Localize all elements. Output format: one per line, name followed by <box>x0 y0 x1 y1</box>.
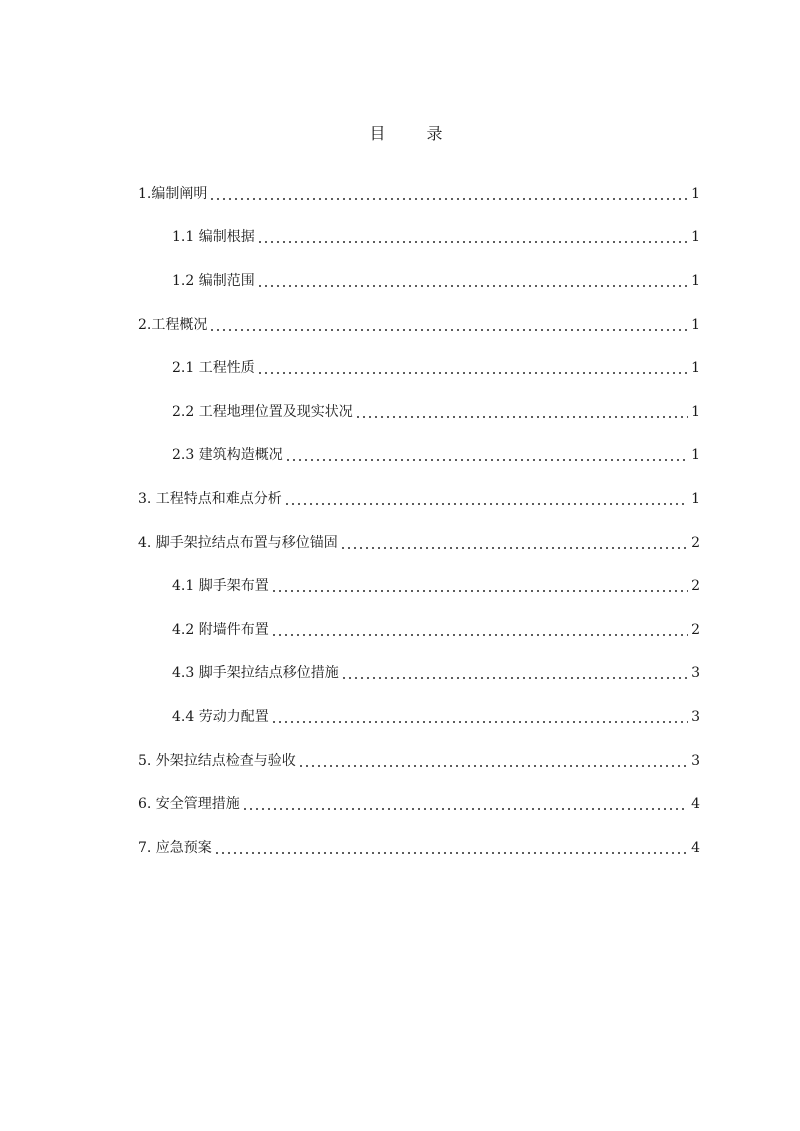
toc-entry-label: 3. 工程特点和难点分析 <box>138 490 282 507</box>
toc-entry[interactable] <box>138 172 700 216</box>
toc-entry-label: 2.2 工程地理位置及现实状况 <box>172 403 353 420</box>
toc-dot-leader <box>209 316 688 334</box>
toc-page-number: 1 <box>691 403 700 420</box>
toc-entry-label: 4. 脚手架拉结点布置与移位锚固 <box>138 534 338 551</box>
toc-list <box>138 172 700 870</box>
toc-dot-leader <box>355 403 688 421</box>
toc-entry-label: 2.工程概况 <box>138 316 208 333</box>
toc-page-number: 1 <box>691 185 700 202</box>
toc-dot-leader <box>285 446 688 464</box>
toc-dot-leader <box>284 490 688 508</box>
toc-dot-leader <box>209 185 688 203</box>
toc-title: 目 录 <box>369 124 461 143</box>
toc-page-number: 1 <box>691 490 700 507</box>
toc-entry-label: 4.1 脚手架布置 <box>172 578 269 595</box>
toc-dot-leader <box>271 708 688 726</box>
toc-entry[interactable] <box>138 259 700 303</box>
toc-entry[interactable] <box>138 390 700 434</box>
toc-page-number: 1 <box>691 272 700 289</box>
toc-entry-label: 4.3 脚手架拉结点移位措施 <box>172 665 339 682</box>
toc-page-number: 2 <box>691 578 700 595</box>
toc-entry-label: 4.2 附墙件布置 <box>172 621 269 638</box>
toc-dot-leader <box>298 752 688 770</box>
toc-entry[interactable] <box>138 434 700 478</box>
toc-dot-leader <box>271 621 688 639</box>
toc-page-number: 1 <box>691 229 700 246</box>
toc-entry[interactable] <box>138 695 700 739</box>
toc-dot-leader <box>257 228 688 246</box>
toc-page-number: 2 <box>691 534 700 551</box>
toc-dot-leader <box>340 534 688 552</box>
toc-entry-label: 7. 应急预案 <box>138 839 212 856</box>
toc-entry[interactable] <box>138 739 700 783</box>
toc-entry-label: 5. 外架拉结点检查与验收 <box>138 752 296 769</box>
toc-entry-label: 2.1 工程性质 <box>172 360 255 377</box>
toc-entry-label: 1.1 编制根据 <box>172 229 255 246</box>
toc-dot-leader <box>242 795 688 813</box>
toc-entry[interactable] <box>138 826 700 870</box>
toc-entry[interactable] <box>138 652 700 696</box>
toc-entry[interactable] <box>138 346 700 390</box>
toc-dot-leader <box>257 272 688 290</box>
toc-entry[interactable] <box>138 608 700 652</box>
toc-page-number: 3 <box>691 665 700 682</box>
toc-entry[interactable] <box>138 303 700 347</box>
toc-page-number: 4 <box>691 839 700 856</box>
toc-page-number: 1 <box>691 316 700 333</box>
toc-page-number: 3 <box>691 708 700 725</box>
toc-entry[interactable] <box>138 216 700 260</box>
toc-page-number: 3 <box>691 752 700 769</box>
toc-entry[interactable] <box>138 477 700 521</box>
toc-entry[interactable] <box>138 782 700 826</box>
toc-page-number: 4 <box>691 796 700 813</box>
toc-entry-label: 6. 安全管理措施 <box>138 796 240 813</box>
toc-page-number: 2 <box>691 621 700 638</box>
toc-dot-leader <box>257 359 688 377</box>
toc-page-number: 1 <box>691 447 700 464</box>
toc-entry[interactable] <box>138 564 700 608</box>
toc-entry-label: 4.4 劳动力配置 <box>172 708 269 725</box>
toc-dot-leader <box>271 577 688 595</box>
toc-entry-label: 2.3 建筑构造概况 <box>172 447 283 464</box>
toc-entry-label: 1.2 编制范围 <box>172 272 255 289</box>
toc-dot-leader <box>341 664 688 682</box>
toc-page-number: 1 <box>691 360 700 377</box>
toc-entry[interactable] <box>138 521 700 565</box>
toc-entry-label: 1.编制阐明 <box>138 185 208 202</box>
toc-dot-leader <box>214 839 688 857</box>
